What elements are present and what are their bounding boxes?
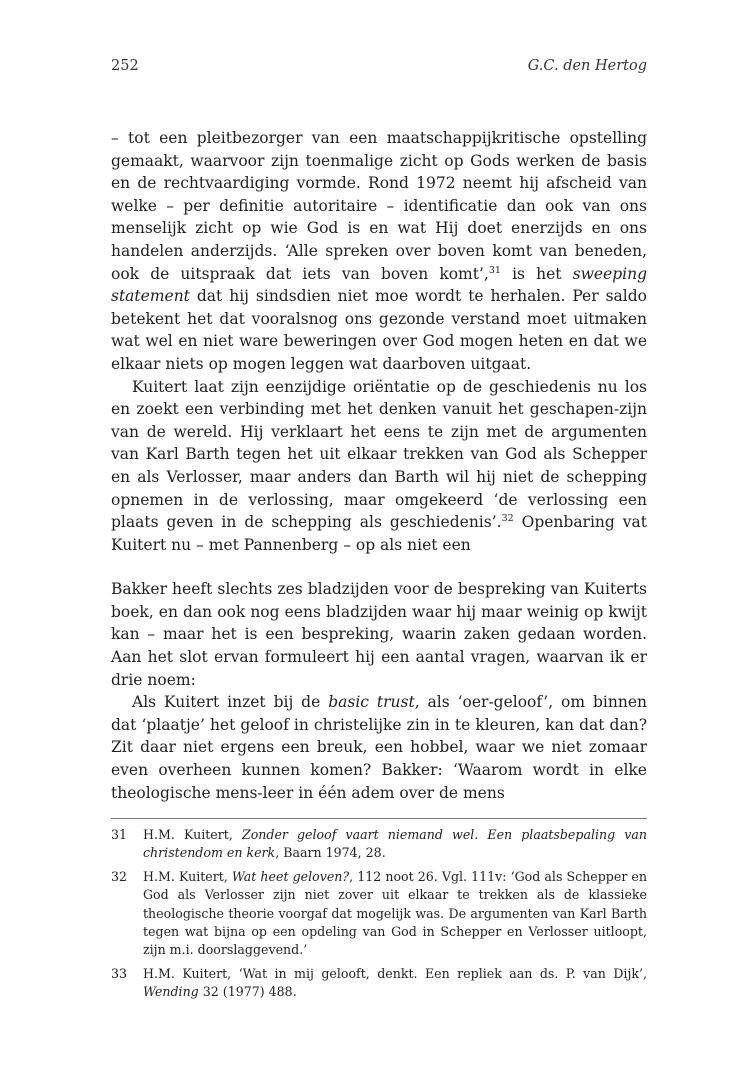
text-run: Als Kuitert inzet bij de [132,693,329,712]
paragraph-1 [111,127,647,376]
footnote-ref-31[interactable]: 31 [488,264,501,276]
text-run: , Baarn 1974, 28. [275,845,386,861]
page-header [111,58,647,78]
text-run: H.M. Kuitert, ‘Wat in mij gelooft, denkt. Een repliek aan ds. P. van Dijk’, [143,965,647,981]
emphasis: Wending [143,984,199,1000]
paragraph-3 [111,578,647,691]
text-run: – tot een pleitbezorger van een maatschappijkritische opstelling gemaakt, waarvoor zijn toenmalige zicht op Gods werken de basis en de rechtvaardiging vormde. Rond 1972 neemt hij afscheid van welke – per definitie autoritaire – identificatie dan ook van ons menselijk zicht op wie God is en wat Hij doet enerzijds en ons handelen anderzijds. ‘Alle spreken over boven komt van beneden, ook de uitspraak dat iets van boven komt’, [111,129,647,283]
footnote-ref-32[interactable]: 32 [501,512,514,524]
footnote-number: 32 [111,868,128,884]
text-run: H.M. Kuitert, [143,827,242,842]
page-number: 252 [111,58,139,74]
text-run: , 112 noot 26. Vgl. 111v: ‘God als Schepper en God als Verlosser zijn niet zover uit elkaar te trekken als de klassieke theologische theorie voorgaf dat mogelijk was. De argumenten van Karl Barth tegen wat bijna op een opdeling van God in Schepper en Verlosser uitloopt, zijn m.i. doorslaggevend.’ [143,868,647,958]
footnotes [111,826,647,1007]
text-run: , als ‘oer-geloof’, om binnen dat ‘plaatje’ het geloof in christelijke zin in te kleuren, kan dat dan? Zit daar niet ergens een breuk, een hobbel, waar we niet zomaar even overheen kunnen komen? Bakker: ‘Waarom wordt in elke theologische mens-leer in één adem over de mens [111,693,647,802]
paragraph-4 [111,691,647,804]
text-run: H.M. Kuitert, [143,868,232,884]
emphasis: sweeping statement [111,264,648,306]
text-run: dat hij sindsdien niet moe wordt te herhalen. Per saldo betekent het dat vooralsnog ons gezonde verstand moet uitmaken wat wel en niet ware beweringen over God mogen heten en dat we elkaar niets op mogen leggen wat daarboven uitgaat. [111,287,647,373]
text-run: Kuitert laat zijn eenzijdige oriëntatie op de geschiedenis nu los en zoekt een verbinding met het denken vanuit het geschapen-zijn van de wereld. Hij verklaart het eens te zijn met de argumenten van Karl Barth tegen het uit elkaar trekken van God als Schepper en als Verlosser, maar anders dan Barth wil hij niet de schepping opnemen in de verlossing, maar omgekeerd ‘de verlossing een plaats geven in de schepping als geschiedenis’. [111,377,647,532]
footnote-divider [111,818,647,819]
footnote-32 [111,868,647,960]
footnote-33 [111,965,647,1002]
emphasis: Zonder geloof vaart niemand wel. Een plaatsbepaling van christendom en kerk [143,827,648,861]
emphasis: Wat heet geloven? [231,868,350,884]
text-run: is het [500,264,573,283]
footnote-number: 31 [111,827,128,842]
running-head: G.C. den Hertog [527,58,647,74]
footnote-31 [111,826,647,863]
footnote-number: 33 [111,965,128,981]
text-run: Openbaring vat Kuitert nu – met Pannenberg – op als niet een [111,513,647,554]
text-run: 32 (1977) 488. [198,984,297,1000]
text-run: Bakker heeft slechts zes bladzijden voor de bespreking van Kuiterts boek, en dan ook nog eens bladzijden waar hij maar weinig op kwijt kan – maar het is een bespreking, waarin zaken gedaan worden. Aan het slot ervan formuleert hij een aantal vragen, waarvan ik er drie noem: [111,580,647,689]
paragraph-2 [111,376,647,557]
emphasis: basic trust [328,693,415,712]
main-text [111,127,647,804]
